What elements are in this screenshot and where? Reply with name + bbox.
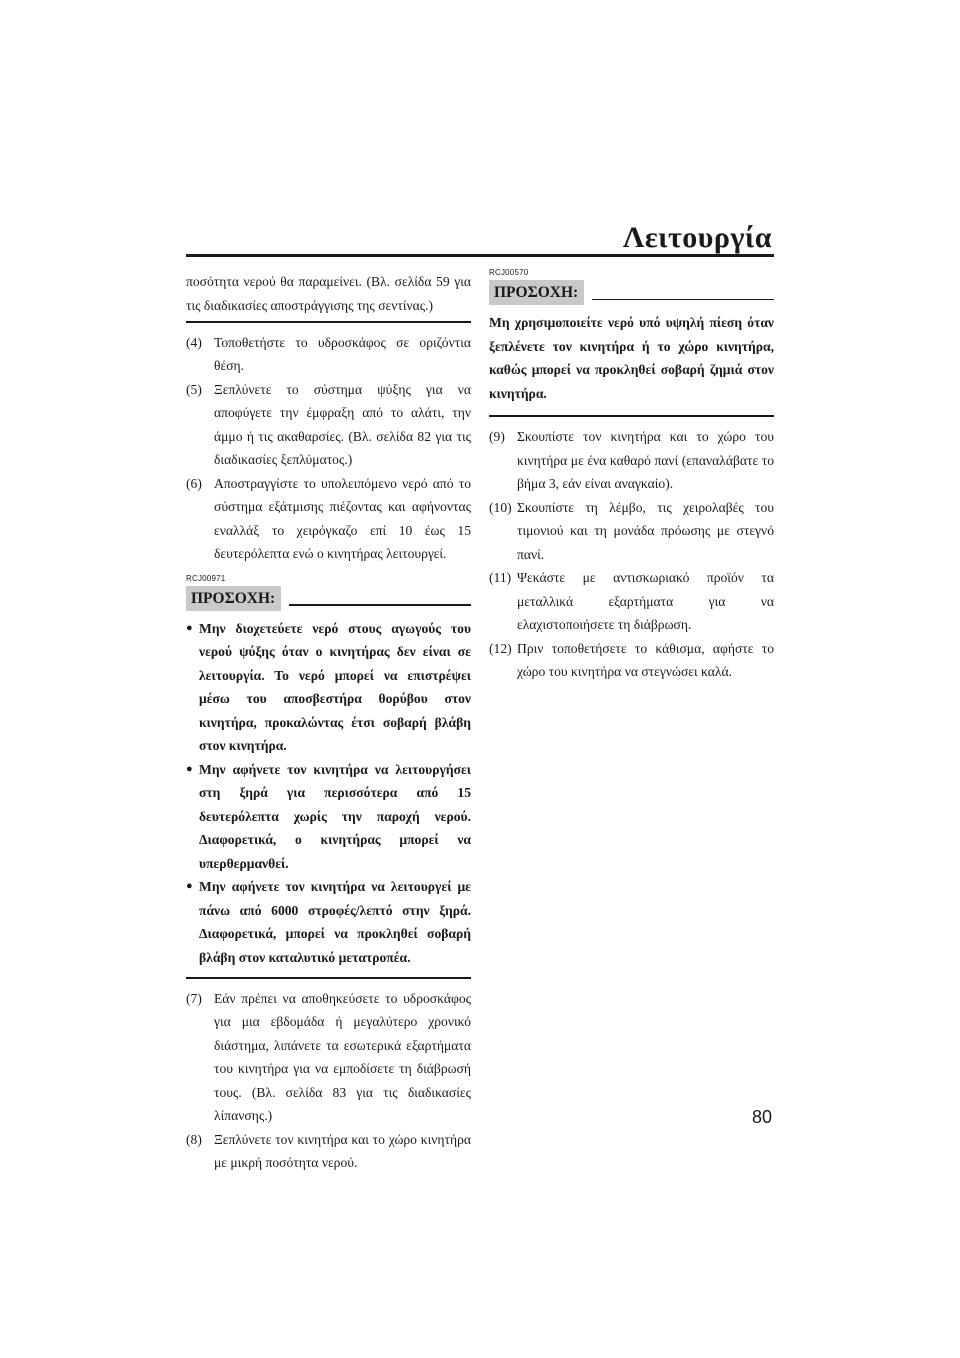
caution-bullet-text: Μην διοχετεύετε νερό στους αγωγούς του νερού ψύξης όταν ο κινητήρας δεν είναι σε λειτουργία. Το νερό μπορεί να επιστρέψει μέσω του αποσβεστήρα θορύβου στον κινητήρα, προκαλώντας έτσι σοβαρή βλάβη στον κινητήρα. xyxy=(199,620,471,753)
step-text: Ξεπλύνετε τον κινητήρα και το χώρο κινητήρα με μικρή ποσότητα νερού. xyxy=(214,1131,471,1170)
bullet-icon: ● xyxy=(186,880,193,892)
bullet-icon: ● xyxy=(186,621,193,634)
step-item xyxy=(489,496,774,567)
step-item xyxy=(489,425,774,496)
caution-label: ΠΡΟΣΟΧΗ: xyxy=(186,586,281,611)
step-text: Πριν τοποθετήσετε το κάθισμα, αφήστε το χώρο του κινητήρα να στεγνώσει καλά. xyxy=(517,640,774,679)
caution-bullet-item xyxy=(186,875,471,969)
intro-paragraph: ποσότητα νερού θα παραμείνει. (Βλ. σελίδα 59 για τις διαδικασίες αποστράγγισης της σεντίνας.) xyxy=(186,274,471,313)
step-number: (11) xyxy=(489,570,512,585)
right-column xyxy=(489,268,774,684)
step-number: (4) xyxy=(186,334,202,350)
step-item xyxy=(186,472,471,566)
caution-label: ΠΡΟΣΟΧΗ: xyxy=(489,280,584,305)
step-number: (8) xyxy=(186,1131,202,1147)
caution-bullet-text: Μην αφήνετε τον κινητήρα να λειτουργεί με πάνω από 6000 στροφές/λεπτό στην ξηρά. Διαφορετικά, μπορεί να προκληθεί σοβαρή βλάβη στον καταλυτικό μετατροπέα. xyxy=(199,879,471,965)
caution-text: Μη χρησιμοποιείτε νερό υπό υψηλή πίεση όταν ξεπλένετε τον κινητήρα ή το χώρο κινητήρα, καθώς μπορεί να προκληθεί σοβαρή ζημιά στον κινητήρα. xyxy=(489,315,774,401)
step-text: Τοποθετήστε το υδροσκάφος σε οριζόντια θέση. xyxy=(214,334,471,373)
step-item xyxy=(186,331,471,378)
bullet-icon: ● xyxy=(186,762,193,775)
caution-bullet-text: Μην αφήνετε τον κινητήρα να λειτουργήσει στη ξηρά για περισσότερα από 15 δευτερόλεπτα χωρίς την παροχή νερού. Διαφορετικά, ο κινητήρας μπορεί να υπερθερμανθεί. xyxy=(199,761,471,871)
step-number: (5) xyxy=(186,381,202,397)
step-text: Εάν πρέπει να αποθηκεύσετε το υδροσκάφος για μια εβδομάδα ή μεγαλύτερο χρονικό διάστημα, λιπάνετε τα εσωτερικά εξαρτήματα του κινητήρα για να εμποδίσετε τη διάβρωσή τους. (Βλ. σελίδα 83 για τις διαδικασίες λίπανσης.) xyxy=(214,990,471,1123)
caution-code: RCJ00971 xyxy=(186,573,226,583)
page-header-title: Λειτουργία xyxy=(622,221,772,254)
caution-end-rule xyxy=(186,977,471,979)
caution-end-rule xyxy=(489,415,774,417)
caution-code: RCJ00570 xyxy=(489,268,529,277)
step-text: Ξεπλύνετε το σύστημα ψύξης για να αποφύγετε την έμφραξη από το αλάτι, την άμμο ή τις ακαθαρσίες. (Βλ. σελίδα 82 για τις διαδικασίες ξεπλύματος.) xyxy=(214,381,471,467)
step-item xyxy=(186,378,471,472)
step-item xyxy=(186,987,471,1128)
step-item xyxy=(489,637,774,684)
header-rule xyxy=(186,254,774,257)
page-number: 80 xyxy=(751,1107,772,1127)
caution-rule xyxy=(289,604,471,606)
step-text: Ψεκάστε με αντισκωριακό προϊόν τα μεταλλικά εξαρτήματα για να ελαχιστοποιήσετε τη διάβρωση. xyxy=(517,570,774,632)
caution-rule xyxy=(592,299,774,301)
step-number: (7) xyxy=(186,990,202,1006)
divider xyxy=(186,321,471,323)
step-text: Σκουπίστε τον κινητήρα και το χώρο του κινητήρα με ένα καθαρό πανί (επαναλάβατε το βήμα 3, εάν είναι αναγκαίο). xyxy=(517,429,774,491)
caution-header xyxy=(489,280,774,305)
step-text: Σκουπίστε τη λέμβο, τις χειρολαβές του τιμονιού και τη μονάδα πρόωσης με στεγνό πανί. xyxy=(517,499,774,562)
step-item xyxy=(186,1128,471,1175)
caution-bullet-item xyxy=(186,758,471,876)
step-number: (12) xyxy=(489,640,512,656)
caution-header xyxy=(186,586,471,611)
step-number: (9) xyxy=(489,429,505,444)
step-number: (6) xyxy=(186,475,202,491)
left-column xyxy=(186,270,471,1175)
step-number: (10) xyxy=(489,499,512,515)
caution-bullet-item xyxy=(186,617,471,758)
step-text: Αποστραγγίστε το υπολειπόμενο νερό από το σύστημα εξάτμισης πιέζοντας και αφήνοντας εναλλάξ το χειρόγκαζο επί 10 έως 15 δευτερόλεπτα ενώ ο κινητήρας λειτουργεί. xyxy=(214,475,471,561)
step-item xyxy=(489,566,774,637)
